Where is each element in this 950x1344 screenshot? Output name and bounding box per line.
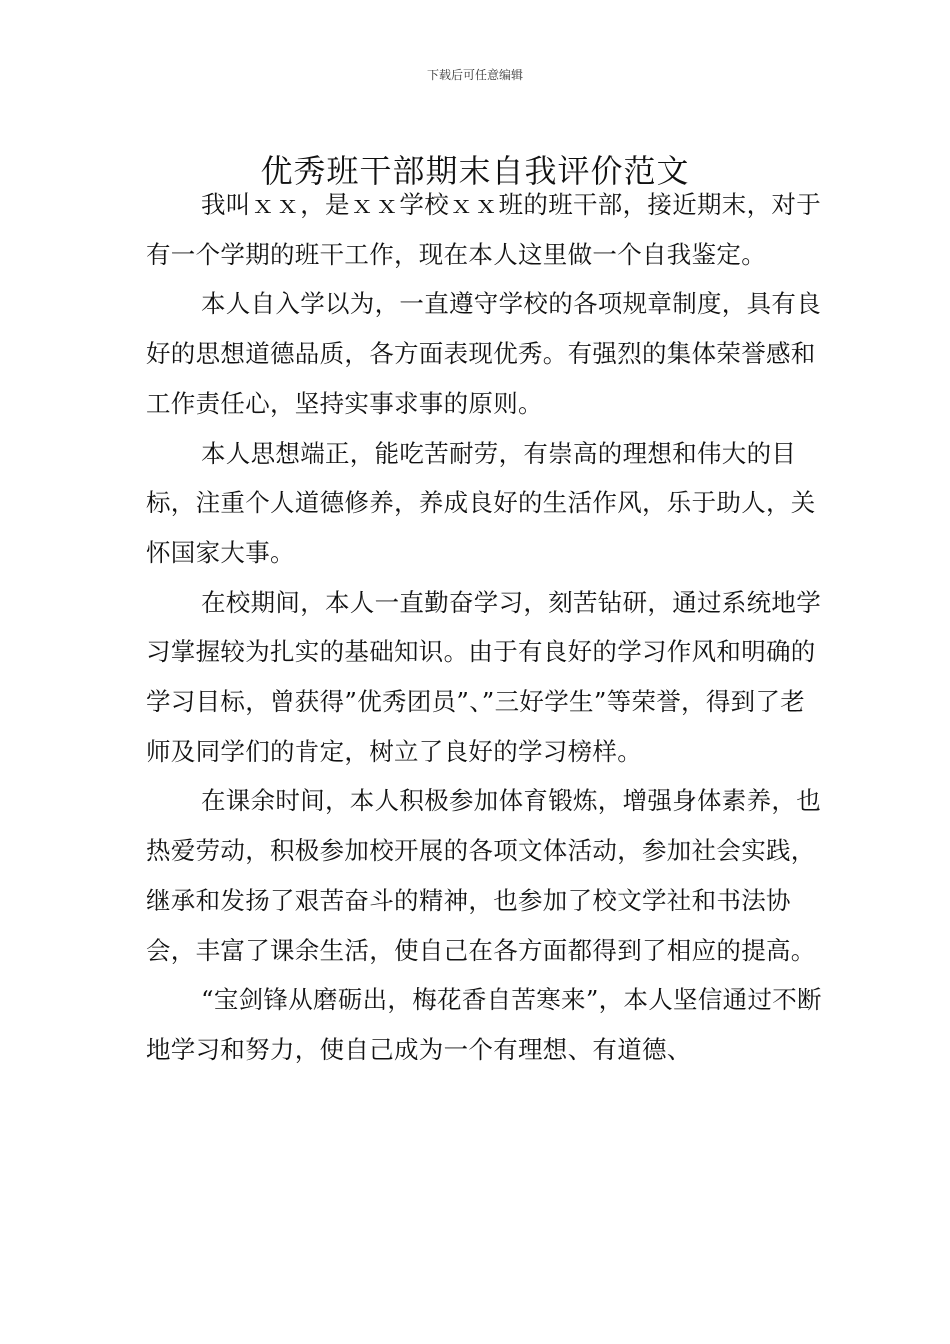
paragraph-6: “宝剑锋从磨砺出，梅花香自苦寒来”，本人坚信通过不断地学习和努力，使自己成为一个有理想、有道德、 bbox=[146, 985, 822, 1064]
paragraph-1: 我叫ｘｘ，是ｘｘ学校ｘｘ班的班干部，接近期末，对于有一个学期的班干工作，现在本人这里做一个自我鉴定。 bbox=[146, 190, 821, 269]
paragraph-2: 本人自入学以为，一直遵守学校的各项规章制度，具有良好的思想道德品质，各方面表现优秀。有强烈的集体荣誉感和工作责任心，坚持实事求事的原则。 bbox=[146, 289, 821, 418]
paragraph-4: 在校期间，本人一直勤奋学习，刻苦钻研，通过系统地学习掌握较为扎实的基础知识。由于有良好的学习作风和明确的学习目标，曾获得”优秀团员”、”三好学生”等荣誉，得到了老师及同学们的肯定，树立了良好的学习榜样。 bbox=[146, 587, 821, 766]
paragraph-3: 本人思想端正，能吃苦耐劳，有崇高的理想和伟大的目标，注重个人道德修养，养成良好的生活作风，乐于助人，关怀国家大事。 bbox=[146, 438, 816, 567]
paragraph-5: 在课余时间，本人积极参加体育锻炼，增强身体素养，也热爱劳动，积极参加校开展的各项文体活动，参加社会实践，继承和发扬了艰苦奋斗的精神，也参加了校文学社和书法协会，丰富了课余生活，使自己在各方面都得到了相应的提高。 bbox=[146, 786, 821, 965]
document-title: 优秀班干部期末自我评价范文 bbox=[260, 152, 690, 191]
page-header: 下载后可任意编辑 bbox=[426, 68, 523, 82]
document-body bbox=[146, 180, 826, 1075]
